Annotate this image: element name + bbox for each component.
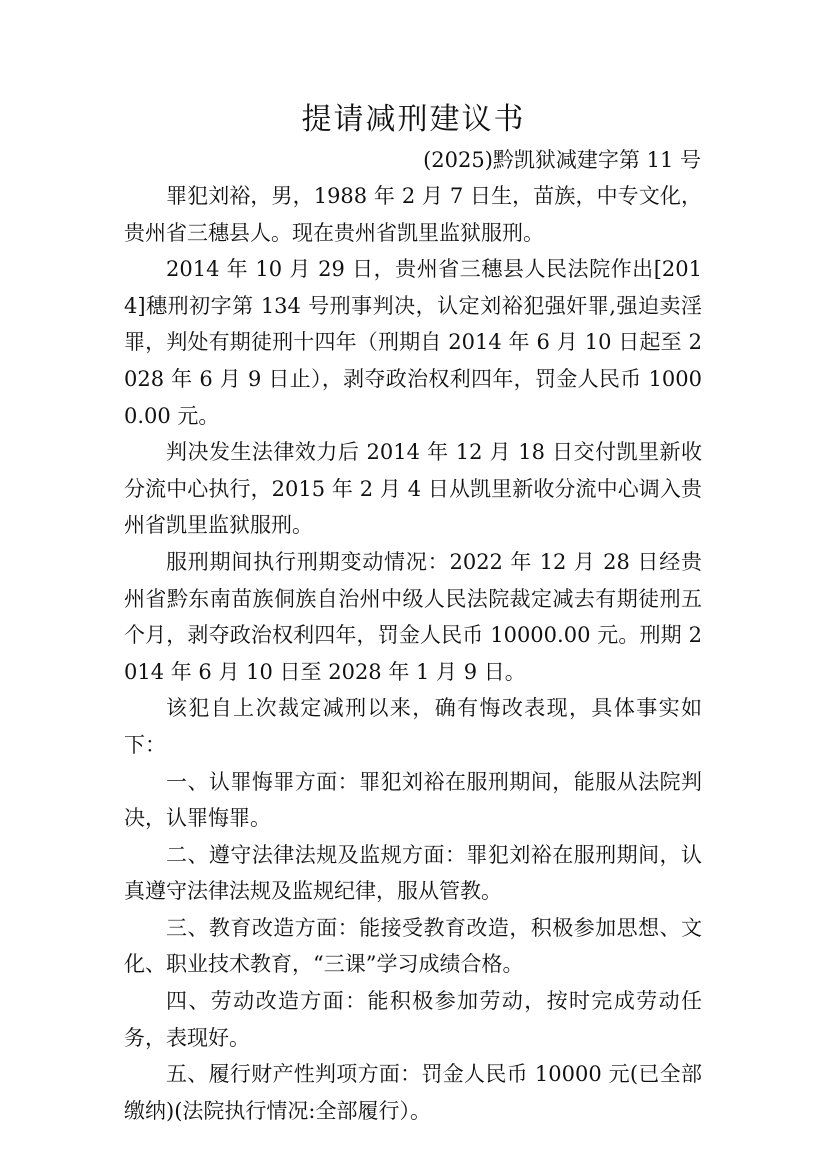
paragraph-personal-info: 罪犯刘裕，男，1988 年 2 月 7 日生，苗族，中专文化，贵州省三穗县人。现在贵州省凯里监狱服刑。 bbox=[124, 184, 702, 245]
document-body bbox=[124, 178, 702, 1129]
paragraph-sentence-changes: 服刑期间执行刑期变动情况：2022 年 12 月 28 日经贵州省黔东南苗族侗族自治州中级人民法院裁定减去有期徒刑五个月，剥夺政治权利四年，罚金人民币 10000.00 元。刑期 2014 年 6 月 10 日至 2028 年 1 月 9 日。 bbox=[124, 549, 702, 684]
document-title: 提请减刑建议书 bbox=[301, 102, 526, 137]
paragraph-original-judgment: 2014 年 10 月 29 日，贵州省三穗县人民法院作出[2014]穗刑初字第 134 号刑事判决，认定刘裕犯强奸罪,强迫卖淫罪，判处有期徒刑十四年（刑期自 2014 年 6 月 10 日起至 2028 年 6 月 9 日止），剥夺政治权利四年，罚金人民币 10000.00 元。 bbox=[124, 257, 702, 428]
paragraph-item-labor: 四、劳动改造方面：能积极参加劳动，按时完成劳动任务，表现好。 bbox=[124, 989, 702, 1050]
paragraph-execution-transfer: 判决发生法律效力后 2014 年 12 月 18 日交付凯里新收分流中心执行，2015 年 2 月 4 日从凯里新收分流中心调入贵州省凯里监狱服刑。 bbox=[124, 440, 702, 538]
paragraph-item-property: 五、履行财产性判项方面：罚金人民币 10000 元(已全部缴纳)(法院执行情况:全部履行）。 bbox=[124, 1062, 702, 1123]
paragraph-item-education: 三、教育改造方面：能接受教育改造，积极参加思想、文化、职业技术教育，“三课”学习成绩合格。 bbox=[124, 915, 702, 977]
paragraph-item-admission: 一、认罪悔罪方面：罪犯刘裕在服刑期间，能服从法院判决，认罪悔罪。 bbox=[124, 769, 702, 831]
paragraph-item-rules: 二、遵守法律法规及监规方面：罪犯刘裕在服刑期间，认真遵守法律法规及监规纪律，服从管教。 bbox=[124, 842, 702, 904]
paragraph-repentance-intro: 该犯自上次裁定减刑以来，确有悔改表现，具体事实如下： bbox=[124, 696, 702, 757]
document-number: (2025)黔凯狱减建字第 11 号 bbox=[423, 148, 701, 172]
